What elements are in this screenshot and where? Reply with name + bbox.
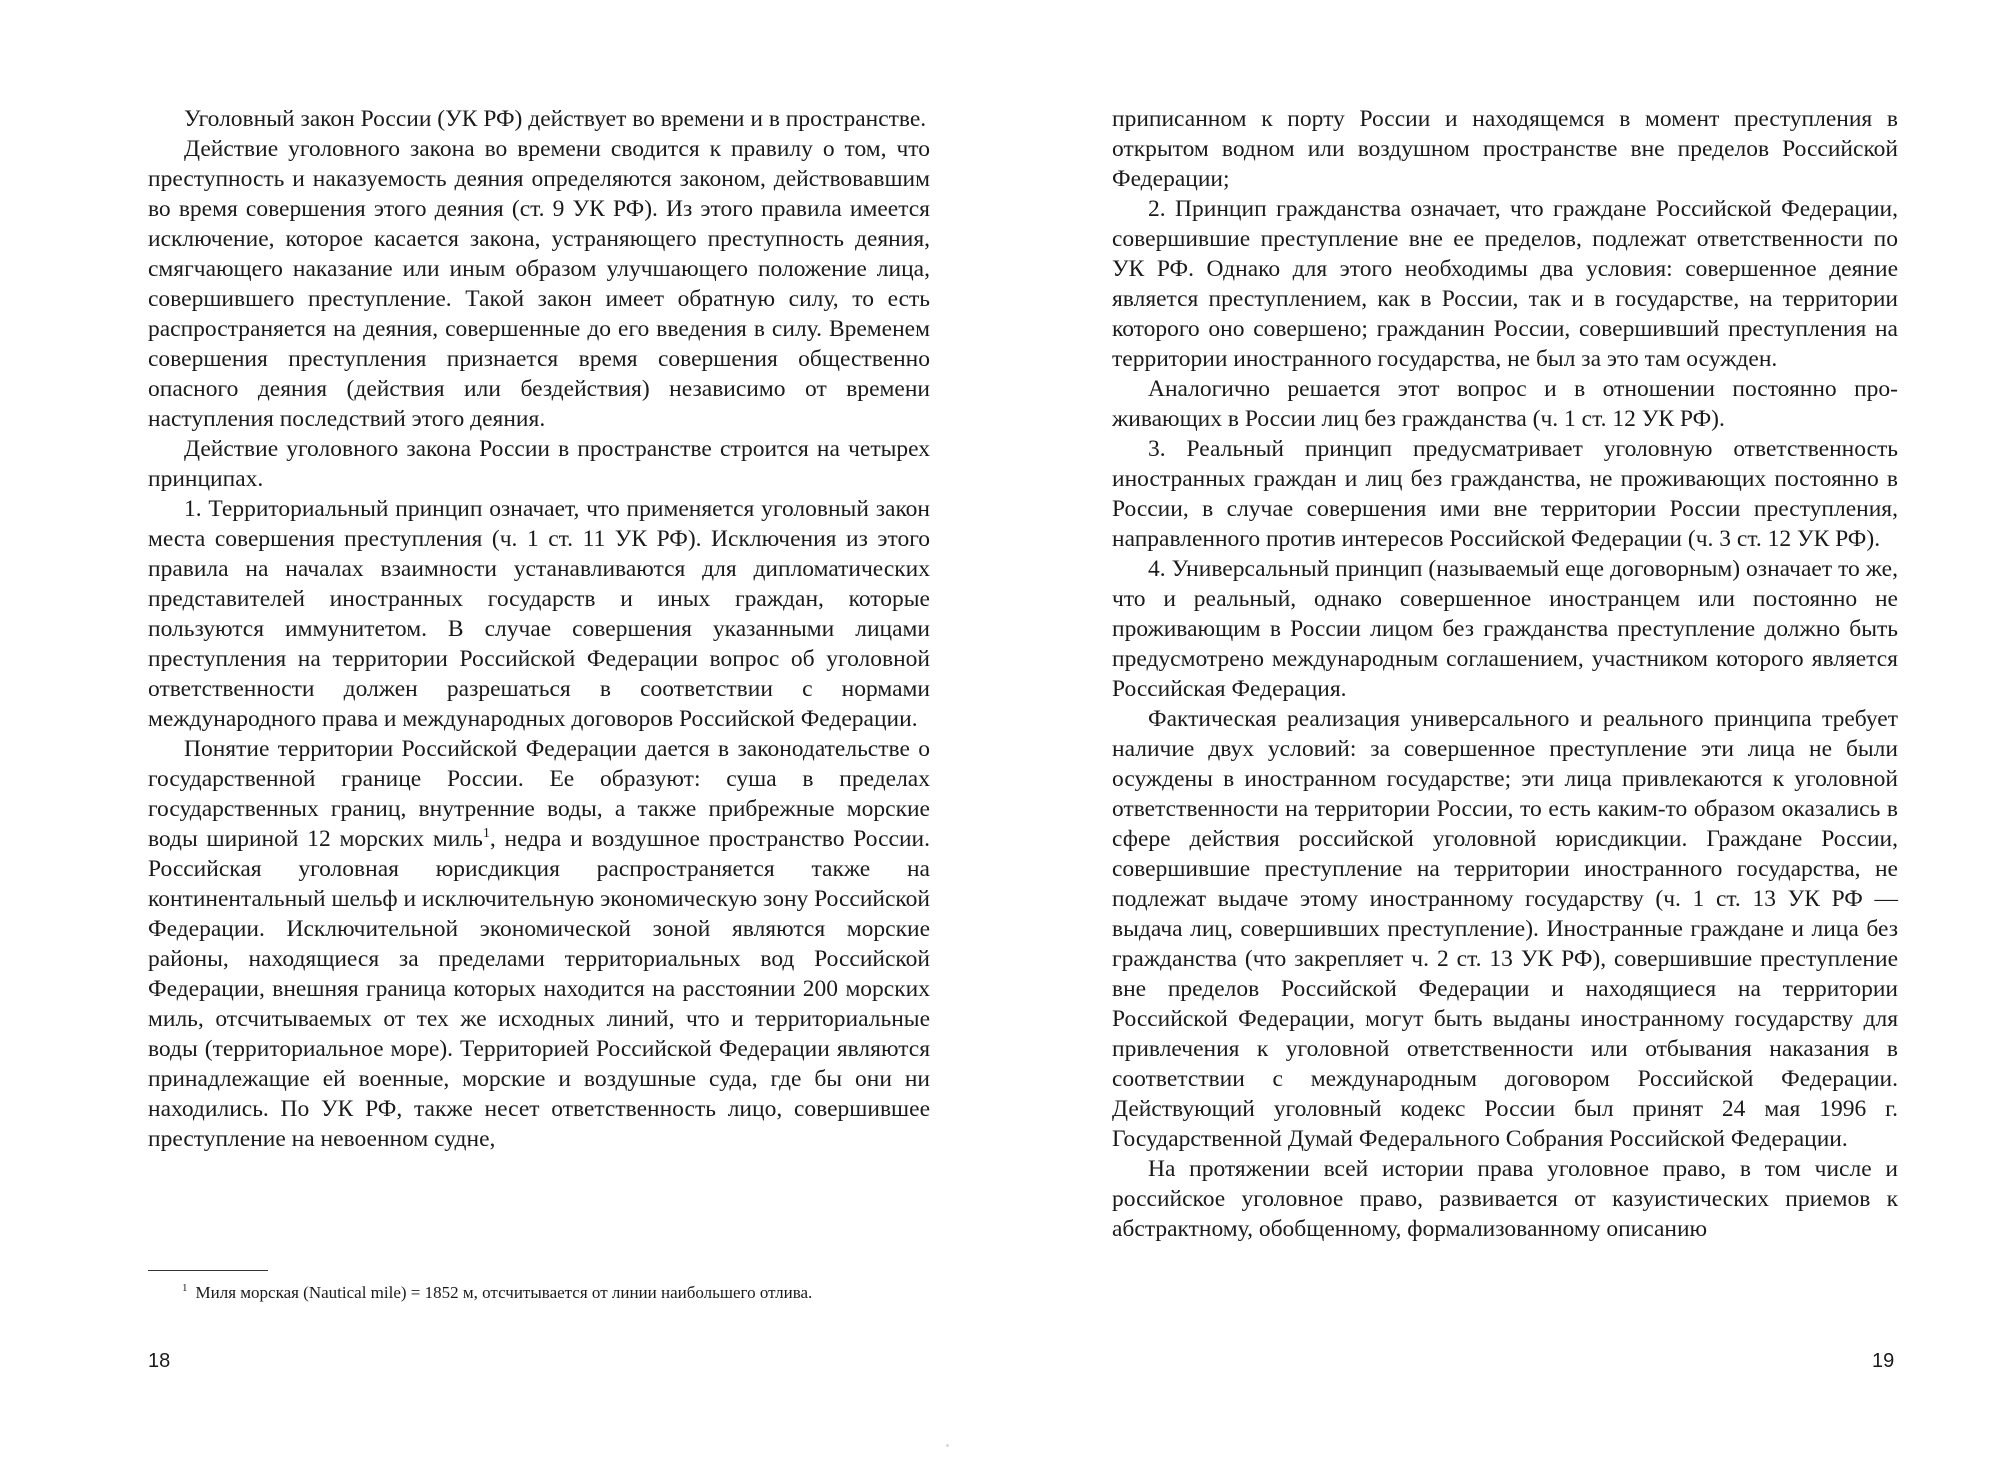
paragraph-text: Понятие территории Российской Федерации дается в законодательстве о государственной границе России. Ее образуют: суша в пределах государственных границ, внутренние воды, а также прибрежные морские воды шириной 12 морских миль	[148, 736, 930, 852]
paragraph: 4. Универсальный принцип (называемый еще договорным) означает то же, что и реальный, однако совершенное иностранцем или постоянно не проживающим в России лицом без гражданства преступление должно быть предусмотрено международным соглашением, участником которого является Российская Федерация.	[1112, 556, 1898, 702]
footnote-reference: 1	[482, 826, 490, 842]
paragraph: Уголовный закон России (УК РФ) действует во времени и в пространстве.	[184, 106, 927, 132]
paragraph: Фактическая реализация универсального и реального принципа требует наличие двух условий: за совершенное преступление эти лица не были осуждены в иностранном государстве; эти лица привлекаются к уголовной ответственности на территории России, то есть каким-то образом оказались в сфере действия российской уголовной юрисдикции. Граждане России, совершившие преступление на территории иностранного государства, не подлежат выдаче этому иностранному государству (ч. 1 ст. 13 УК РФ — выдача лиц, совершивших преступление). Иностранные граждане и лица без гражданства (что закрепляет ч. 2 ст. 13 УК РФ), совершившие преступление вне пределов Российской Федерации и находящиеся на территории Российской Федерации, могут быть выданы иностранному государству для привлечения к уголовной ответственности или отбывания наказания в соответствии с международным договором Российской Федерации. Действующий уголовный кодекс России был принят 24 мая 1996 г. Государственной Думай Федерального Собрания Российской Федерации.	[1112, 706, 1898, 1152]
page-number-right: 19	[1872, 1350, 1895, 1372]
left-page	[148, 104, 930, 1154]
paragraph: Действие уголовного закона во времени сводится к правилу о том, что преступность и наказуемость деяния определяются законом, действовавшим во время совершения этого деяния (ст. 9 УК РФ). Из этого правила имеется исключение, которое касается закона, устраняющего преступность деяния, смягчающего наказание или иным образом улучшающего положение лица, совершившего преступление. Такой закон имеет обратную силу, то есть распространяется на деяния, совершенные до его введения в силу. Временем совершения преступления признается время совершения общественно опасного деяния (действия или бездействия) независимо от времени наступления последствий этого деяния.	[148, 136, 930, 432]
footnote-divider	[148, 1270, 268, 1271]
footnote	[148, 1280, 930, 1305]
page-number-left: 18	[148, 1350, 171, 1372]
paragraph: 3. Реальный принцип предусматривает уголовную ответственность иностранных граждан и лиц без гражданства, не проживающих постоянно в России, в случае совершения ими вне территории России преступления, направленного против интересов Российской Федерации (ч. 3 ст. 12 УК РФ).	[1112, 436, 1898, 552]
paragraph-continuation: приписанном к порту России и находящемся в момент преступления в открытом водном или воздушном пространстве вне пределов Российской Федерации;	[1112, 106, 1898, 192]
paragraph: Аналогично решается этот вопрос и в отношении постоянно проживающих в России лиц без гражданства (ч. 1 ст. 12 УК РФ).	[1112, 376, 1898, 432]
paragraph: Действие уголовного закона России в пространстве строится на четырех принципах.	[148, 436, 930, 492]
paragraph-text: , недра и воздушное пространство России. Российская уголовная юрисдикция распространяется также на континентальный шельф и исключительную экономическую зону Российской Федерации. Исключительной экономической зоной являются морские районы, находящиеся за пределами территориальных вод Российской Федерации, внешняя граница которых находится на расстоянии 200 морских миль, отсчитываемых от тех же исходных линий, что и территориальные воды (территориальное море). Территорией Российской Федерации являются принадлежащие ей военные, морские и воздушные суда, где бы они ни находились. По УК РФ, также несет ответственность лицо, совершившее преступление на невоенном судне,	[148, 826, 930, 1152]
right-page	[1112, 104, 1898, 1244]
footnote-mark: 1	[182, 1282, 188, 1295]
footnote-text: Миля морская (Nautical mile) = 1852 м, отсчитывается от линии наибольшего отлива.	[195, 1283, 813, 1302]
paragraph: На протяжении всей истории права уголовное право, в том числе и российское уголовное право, развивается от казуистических приемов к абстрактному, обобщенному, формализованному описанию	[1112, 1156, 1898, 1242]
scan-speck	[946, 1444, 949, 1447]
paragraph: 2. Принцип гражданства означает, что граждане Российской Федерации, совершившие преступление вне ее пределов, подлежат ответственности по УК РФ. Однако для этого необходимы два условия: совершенное деяние является преступлением, как в России, так и в государстве, на территории которого оно совершено; гражданин России, совершивший преступления на территории иностранного государства, не был за это там осужден.	[1112, 196, 1898, 372]
paragraph-territory	[148, 734, 930, 1154]
paragraph: 1. Территориальный принцип означает, что применяется уголовный закон места совершения преступления (ч. 1 ст. 11 УК РФ). Исключения из этого правила на началах взаимности устанавливаются для дипломатических представителей иностранных государств и иных граждан, которые пользуются иммунитетом. В случае совершения указанными лицами преступления на территории Российской Федерации вопрос об уголовной ответственности должен разрешаться в соответствии с нормами международного права и международных договоров Российской Федерации.	[148, 496, 930, 732]
